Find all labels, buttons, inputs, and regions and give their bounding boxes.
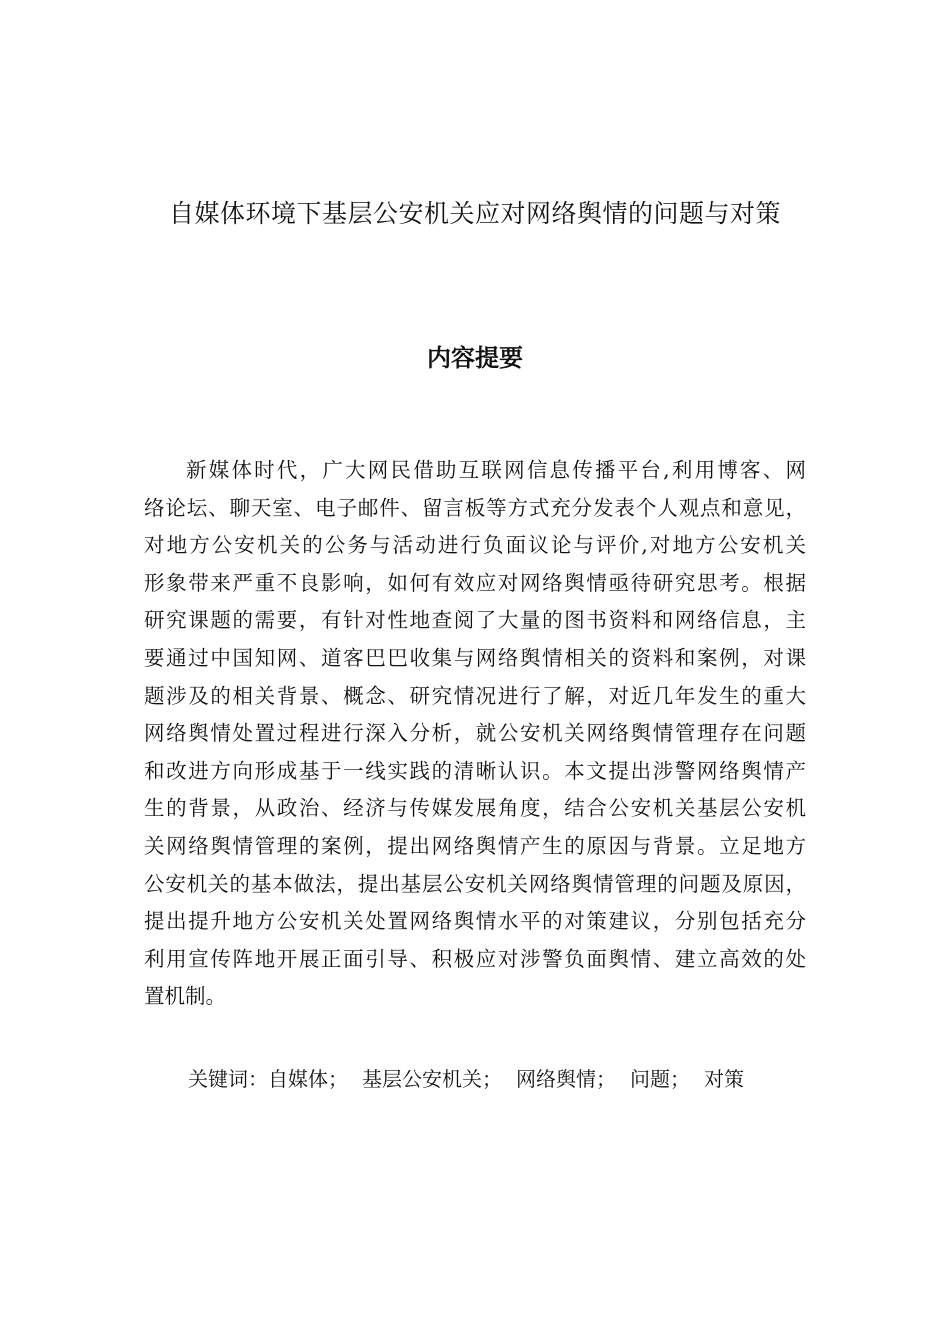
abstract-body (144, 452, 806, 1016)
abstract-line: 和改进方向形成基于一线实践的清晰认识。本文提出涉警网络舆情产 (144, 758, 806, 783)
keywords-label: 关键词： (188, 1067, 268, 1091)
abstract-line: 公安机关的基本做法，提出基层公安机关网络舆情管理的问题及原因， (144, 871, 806, 896)
abstract-line: 题涉及的相关背景、概念、研究情况进行了解，对近几年发生的重大 (144, 683, 806, 708)
keyword: 基层公安机关； (362, 1067, 502, 1091)
keyword: 自媒体； (268, 1067, 348, 1091)
abstract-heading: 内容提要 (427, 344, 523, 372)
abstract-line: 生的背景，从政治、经济与传媒发展角度，结合公安机关基层公安机 (144, 796, 806, 821)
abstract-line: 关网络舆情管理的案例，提出网络舆情产生的原因与背景。立足地方 (144, 833, 806, 858)
abstract-line: 对地方公安机关的公务与活动进行负面议论与评价,对地方公安机关 (144, 533, 806, 558)
abstract-line: 利用宣传阵地开展正面引导、积极应对涉警负面舆情、建立高效的处 (144, 946, 806, 971)
abstract-line: 研究课题的需要，有针对性地查阅了大量的图书资料和网络信息，主 (144, 608, 806, 633)
keywords-line (188, 1061, 744, 1097)
abstract-line: 要通过中国知网、道客巴巴收集与网络舆情相关的资料和案例，对课 (144, 645, 806, 670)
abstract-line: 网络舆情处置过程进行深入分析，就公安机关网络舆情管理存在问题 (144, 721, 806, 746)
abstract-line: 提出提升地方公安机关处置网络舆情水平的对策建议，分别包括充分 (144, 909, 806, 934)
document-title: 自媒体环境下基层公安机关应对网络舆情的问题与对策 (168, 199, 781, 228)
abstract-line: 形象带来严重不良影响，如何有效应对网络舆情亟待研究思考。根据 (144, 570, 806, 595)
abstract-line: 络论坛、聊天室、电子邮件、留言板等方式充分发表个人观点和意见， (144, 495, 806, 520)
keyword: 网络舆情； (516, 1067, 616, 1091)
keyword: 问题； (630, 1067, 690, 1091)
abstract-line: 置机制。 (144, 984, 226, 1009)
abstract-line: 新媒体时代，广大网民借助互联网信息传播平台,利用博客、网 (186, 458, 806, 482)
keyword: 对策 (704, 1067, 744, 1091)
